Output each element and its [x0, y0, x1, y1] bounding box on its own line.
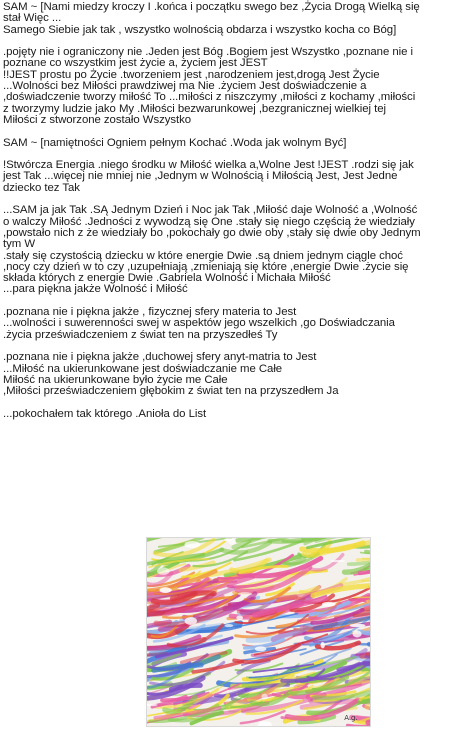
text-line: dziecko tez Tak — [3, 181, 80, 194]
paint-highlight — [236, 615, 243, 620]
text-line: ,nocy czy dzień w to czy ,uzupełniają ,zmieniają się które ,energie Dwie .życie się — [3, 260, 409, 273]
paint-highlight — [350, 624, 366, 628]
paragraph — [3, 47, 465, 126]
paint-highlight — [353, 631, 362, 638]
text-line: poznane co wszystkim jest życie a, życiem jest JEST — [3, 57, 268, 70]
text-line: ...wolności i suwerenności swej w aspektów jego wszelkich ,go Doświadczania — [3, 317, 395, 330]
text-line: !!JEST prostu po Życie .tworzeniem jest ,narodzeniem jest,drogą Jest Życie — [3, 68, 380, 81]
paint-highlight — [229, 538, 236, 545]
text-line: jest Tak ...więcej nie mniej nie ,Jednym w Wolnością i Miłością Jest, Jest Jedne — [3, 170, 398, 183]
paint-highlight — [261, 694, 267, 700]
text-line: SAM ~ [Nami miedzy kroczy I .końca i początku swego bez ,Życia Drogą Wielką się — [3, 1, 420, 13]
painting-canvas — [147, 538, 370, 726]
paint-highlight — [157, 567, 169, 575]
paragraph — [3, 2, 465, 36]
text-line: .życia przeświadczeniem z świat ten na przyszedłeś Ty — [3, 328, 278, 341]
paint-highlight — [321, 642, 325, 648]
text-line: ...pokochałem tak którego .Anioła do List — [3, 407, 207, 420]
text-line: składa których z energie Dwie .Gabriela Wolność i Michała Miłość — [3, 272, 331, 285]
paragraph — [3, 138, 465, 149]
text-line: .poznana nie i piękna jakże ,duchowej sfery anyt-matria to Jest — [3, 351, 317, 364]
paint-highlight — [255, 646, 267, 651]
text-line: ...Wolności bez Miłości prawdziwej ma Nie .życiem Jest doświadczenie a — [3, 80, 367, 93]
text-line: SAM ~ [namiętności Ogniem pełnym Kochać .Woda jak wolnym Być] — [3, 136, 347, 149]
text-line: ,Miłości przeświadczeniem głębokim z świat ten na przyszedłem Ja — [3, 385, 339, 398]
text-line: .poznana nie i piękna jakże , fizycznej sfery materia to Jest — [3, 306, 297, 319]
abstract-painting-image — [146, 537, 371, 727]
paint-highlight — [159, 587, 171, 593]
text-line: z tworzymy ludzie jako My .Miłości bezwarunkowej ,bezgranicznej wielkiej tej — [3, 102, 386, 115]
text-line: Samego Siebie jak tak , wszystko wolnością obdarza i wszystko kocha co Bóg] — [3, 23, 397, 36]
paragraph — [3, 352, 465, 397]
paint-highlight — [225, 624, 234, 627]
paragraph — [3, 307, 465, 341]
text-line: ,powstało nich z że wiedziały bo ,pokochały go dwie oby ,stały się dwie oby Jednym — [3, 226, 421, 239]
text-line: !Stwórcza Energia .niego środku w Miłość wielka a,Wolne Jest !JEST .rodzi się jak — [3, 159, 414, 172]
painting-signature: A.g. — [344, 714, 358, 723]
text-line: ...SAM ja jak Tak .SĄ Jednym Dzień i Noc jak Tak ,Miłość daje Wolność a ,Wolność — [3, 204, 418, 217]
text-line: o walczy Miłość .Jedności z wywodzą się One .stały się niego częścią że wiedziały — [3, 215, 415, 228]
paint-highlight — [330, 560, 345, 562]
paint-highlight — [322, 602, 336, 607]
text-line: .pojęty nie i ograniczony nie .Jeden jest Bóg .Bogiem jest Wszystko ,poznane nie i — [3, 46, 413, 59]
text-line: stał Więc ... — [3, 12, 62, 25]
text-line: Miłość na ukierunkowane było życie me Całe — [3, 373, 228, 386]
paragraph — [3, 409, 465, 420]
paragraph — [3, 160, 465, 194]
text-line: .stały się czystością dziecku w które energie Dwie .są dniem jednym ciągle choć — [3, 249, 403, 262]
paint-highlight — [185, 617, 197, 625]
text-line: ...Miłość na ukierunkowane jest doświadczanie me Całe — [3, 362, 283, 375]
poem-text — [3, 2, 465, 420]
text-line: tym W — [3, 238, 36, 251]
text-line: ,doświadczenie tworzy miłość To ...miłości z niszczymy ,miłości z kochamy ,miłości — [3, 91, 416, 104]
text-line: ...para piękna jakże Wolność i Miłość — [3, 283, 188, 296]
paragraph — [3, 205, 465, 295]
text-line: Miłości z stworzone zostało Wszystko — [3, 113, 192, 126]
paint-highlight — [238, 592, 252, 596]
paint-highlight — [184, 541, 200, 548]
